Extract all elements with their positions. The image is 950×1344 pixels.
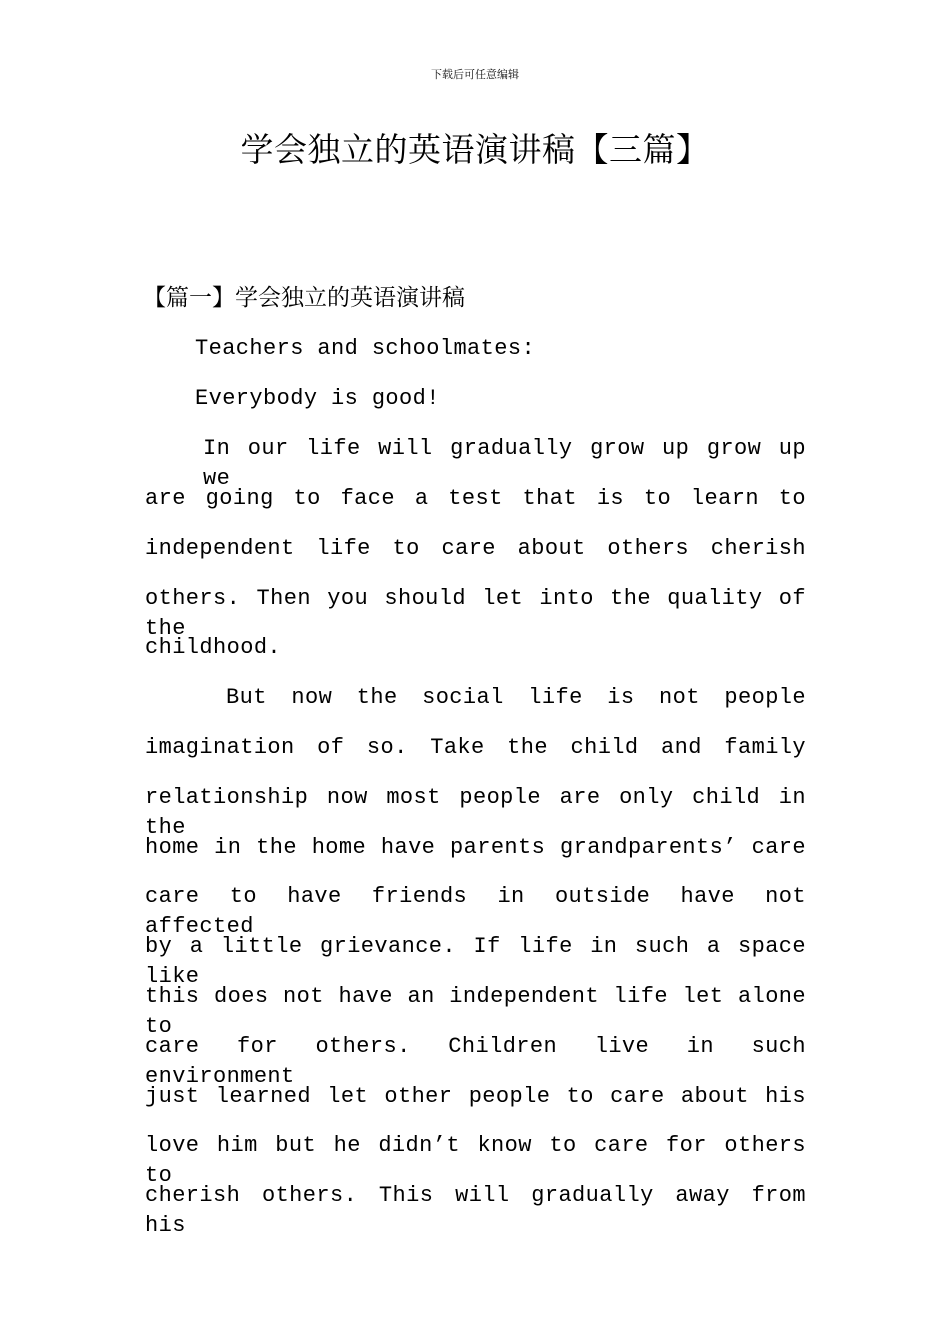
page-header-note: 下载后可任意编辑 [431, 68, 519, 81]
body-line: just learned let other people to care about his [145, 1084, 806, 1109]
body-line: care to have friends in outside have not affected [145, 884, 806, 939]
section-heading: 【篇一】学会独立的英语演讲稿 [143, 285, 465, 311]
body-line: love him but he didn’t know to care for others to [145, 1133, 806, 1188]
body-line: independent life to care about others cherish [145, 536, 806, 561]
body-line: In our life will gradually grow up grow up we [203, 436, 806, 491]
body-line: But now the social life is not people [226, 685, 806, 710]
body-line: others. Then you should let into the quality of the [145, 586, 806, 641]
document-title: 学会独立的英语演讲稿【三篇】 [240, 130, 710, 169]
body-line: home in the home have parents grandparents’ care [145, 835, 806, 860]
body-line: care for others. Children live in such environment [145, 1034, 806, 1089]
body-line: relationship now most people are only child in the [145, 785, 806, 840]
body-line: by a little grievance. If life in such a space like [145, 934, 806, 989]
body-line: childhood. [145, 635, 282, 660]
body-line: Everybody is good! [195, 386, 440, 411]
body-line: Teachers and schoolmates: [195, 336, 536, 361]
body-line: imagination of so. Take the child and family [145, 735, 806, 760]
body-line: cherish others. This will gradually away from his [145, 1183, 806, 1238]
body-line: are going to face a test that is to learn to [145, 486, 806, 511]
body-line: this does not have an independent life let alone to [145, 984, 806, 1039]
